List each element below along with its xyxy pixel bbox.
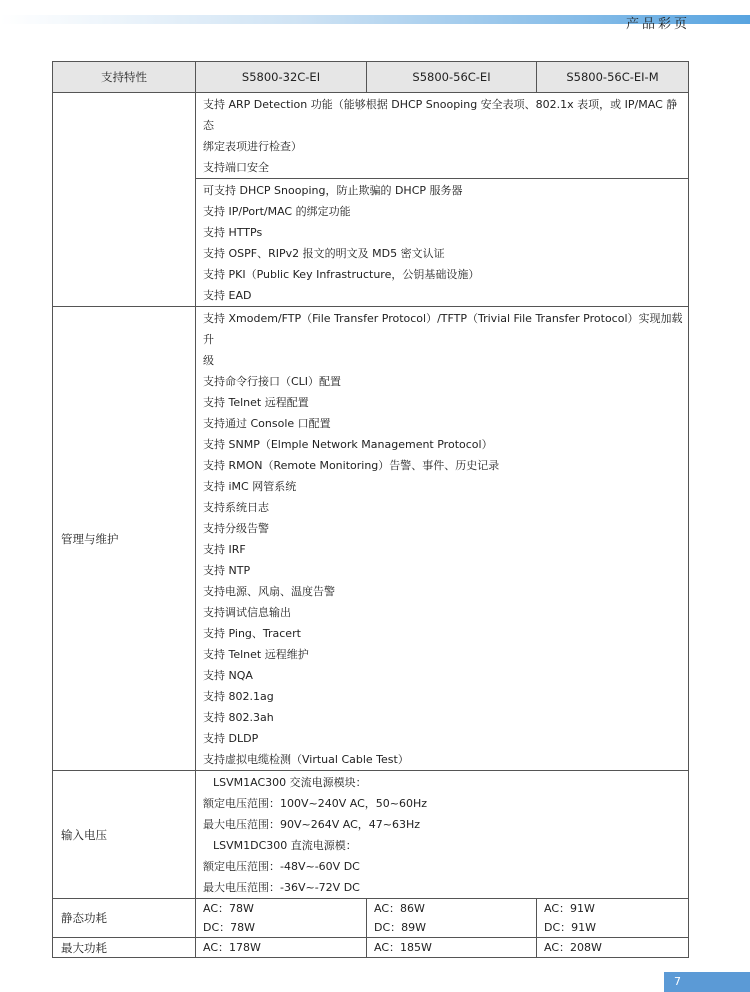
ac-module-title: LSVM1AC300 交流电源模块：	[213, 776, 367, 789]
feature-line: 支持 IRF	[203, 543, 246, 556]
management-features	[196, 307, 689, 771]
feature-line: 支持 IP/Port/MAC 的绑定功能	[203, 205, 351, 218]
feature-line: 支持 Telnet 远程配置	[203, 396, 309, 409]
spec-table	[52, 61, 689, 958]
feature-line: 支持 RMON（Remote Monitoring）告警、事件、历史记录	[203, 459, 500, 472]
header-model-b: S5800-56C-EI	[367, 62, 537, 93]
feature-line: 支持分级告警	[203, 522, 269, 535]
feature-line: 支持 SNMP（Elmple Network Management Protocol）	[203, 438, 493, 451]
header-model-c: S5800-56C-EI-M	[537, 62, 689, 93]
static-power-model-a	[196, 899, 367, 938]
feature-line: 级	[203, 354, 214, 367]
dc-module-title: LSVM1DC300 直流电源模：	[213, 839, 357, 852]
feature-line: 支持 ARP Detection 功能（能够根据 DHCP Snooping 安全表项、802.1x 表项，或 IP/MAC 静态	[203, 98, 678, 132]
feature-line: 支持 PKI（Public Key Infrastructure，公钥基础设施）	[203, 268, 480, 281]
security-group-2	[196, 179, 689, 307]
static-power-model-c	[537, 899, 689, 938]
feature-line: 支持 EAD	[203, 289, 252, 302]
ac-value: AC：91W	[544, 902, 595, 915]
ac-max-range: 最大电压范围：90V~264V AC，47~63Hz	[203, 818, 421, 831]
max-power-model-c: AC：208W	[537, 938, 689, 958]
page-number: 7	[664, 972, 750, 992]
page-title: 产品彩页	[625, 17, 690, 32]
ac-value: AC：86W	[374, 902, 425, 915]
feature-line: 绑定表项进行检查）	[203, 140, 302, 153]
ac-rated-range: 额定电压范围：100V~240V AC，50~60Hz	[203, 797, 428, 810]
header-feature: 支持特性	[53, 62, 196, 93]
feature-line: 支持 Ping、Tracert	[203, 627, 301, 640]
management-label: 管理与维护	[53, 307, 196, 771]
static-power-model-b	[367, 899, 537, 938]
management-row	[53, 307, 689, 771]
feature-line: 支持 NTP	[203, 564, 251, 577]
feature-line: 支持 NQA	[203, 669, 253, 682]
feature-line: 支持 OSPF、RIPv2 报文的明文及 MD5 密文认证	[203, 247, 445, 260]
max-power-model-a: AC：178W	[196, 938, 367, 958]
security-label-cell	[53, 93, 196, 307]
input-voltage-row	[53, 771, 689, 899]
static-power-label: 静态功耗	[53, 899, 196, 938]
input-voltage-details	[196, 771, 689, 899]
feature-line: 支持调试信息输出	[203, 606, 291, 619]
table-header-row	[53, 62, 689, 93]
feature-line: 支持 Telnet 远程维护	[203, 648, 309, 661]
ac-value: AC：78W	[203, 902, 254, 915]
static-power-row	[53, 899, 689, 938]
feature-line: 可支持 DHCP Snooping，防止欺骗的 DHCP 服务器	[203, 184, 463, 197]
feature-line: 支持 iMC 网管系统	[203, 480, 297, 493]
dc-value: DC：78W	[203, 921, 256, 934]
feature-line: 支持系统日志	[203, 501, 269, 514]
header-model-a: S5800-32C-EI	[196, 62, 367, 93]
dc-max-range: 最大电压范围：-36V~-72V DC	[203, 881, 360, 894]
security-group-1	[196, 93, 689, 179]
feature-line: 支持虚拟电缆检测（Virtual Cable Test）	[203, 753, 409, 766]
feature-line: 支持 802.1ag	[203, 690, 274, 703]
feature-line: 支持 802.3ah	[203, 711, 274, 724]
dc-value: DC：91W	[544, 921, 597, 934]
feature-line: 支持 Xmodem/FTP（File Transfer Protocol）/TFTP（Trivial File Transfer Protocol）实现加载升	[203, 312, 683, 346]
feature-line: 支持端口安全	[203, 161, 269, 174]
max-power-row	[53, 938, 689, 958]
feature-line: 支持 DLDP	[203, 732, 259, 745]
feature-line: 支持命令行接口（CLI）配置	[203, 375, 342, 388]
security-row-1	[53, 93, 689, 179]
feature-line: 支持通过 Console 口配置	[203, 417, 331, 430]
dc-rated-range: 额定电压范围：-48V~-60V DC	[203, 860, 360, 873]
max-power-label: 最大功耗	[53, 938, 196, 958]
max-power-model-b: AC：185W	[367, 938, 537, 958]
feature-line: 支持电源、风扇、温度告警	[203, 585, 335, 598]
input-voltage-label: 输入电压	[53, 771, 196, 899]
dc-value: DC：89W	[374, 921, 427, 934]
feature-line: 支持 HTTPs	[203, 226, 263, 239]
